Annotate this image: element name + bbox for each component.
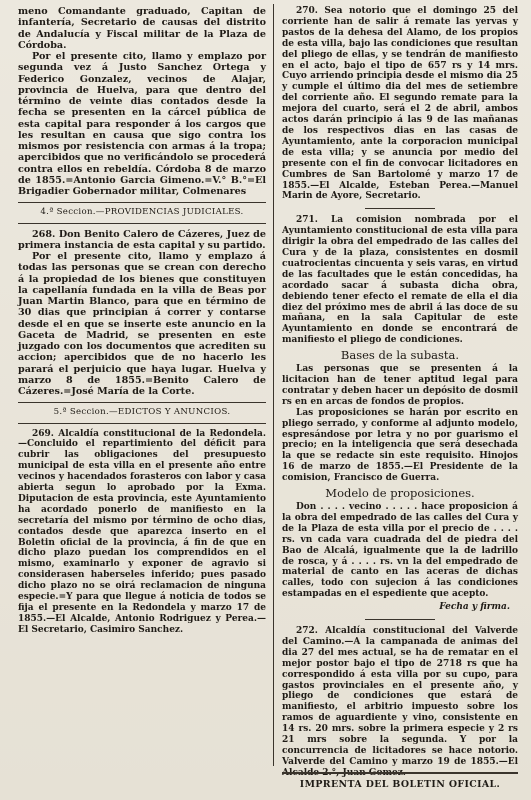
notice-269 [18, 429, 266, 636]
notice-body: La comision nombrada por el Ayuntamiento constitucional de esta villa para dirigir la obra del empedrado de las calles del Cura y de la plaza, consistentes en dosmil cuatrocientas cincuenta y seis varas, en virtud de las facultades que le están concedidas, ha acordado sacar á subasta dicha obra, debiendo tener efecto el remate de ella el dia diez del próximo mes de abril á las doce de su mañana, en la sala Capitular de este Ayuntamiento en donde se encontrará de manifiesto el pliego de condiciones. [282, 215, 518, 346]
notice-body: Alcaldía constitucional de la Redondela.—Concluido el repartimiento del déficit para cubrir las obligaciones del presupuesto municipal de esta villa en el presente año entre vecinos y hacendados forasteros con labor y casa abierta segun lo aprobado por la Exma. Diputacion de esta provincia, este Ayuntamiento ha acordado ponerlo de manifiesto en la secretaría del mismo por término de ocho dias, contados desde que aparezca inserto en el Boletin oficial de la provincia, á fin de que en dicho plazo puedan los comprendidos en el mismo, examinarlo y exponer de agravio si considerasen haberseles inferido; pues pasado dicho plazo no se oirá reclamacion de ninguna especie.=Y para que llegue á noticia de todos se fija el presente en la Redondela y marzo 17 de 1855.—El Alcalde, Antonio Rodriguez y Perea.—El Secretario, Casimiro Sanchez. [18, 428, 266, 635]
notice-270 [282, 6, 518, 202]
edict-heading-continued: meno Comandante graduado, Capitan de infantería, Secretario de causas del distrito de Andalucía y Fiscal militar de la Plaza de Córdoba. [18, 6, 266, 51]
section-heading-edicts: 5.ª Seccion.—EDICTOS Y ANUNCIOS. [18, 402, 266, 423]
notice-271 [282, 215, 518, 613]
bases-paragraph-2: Las proposiciones se harán por escrito en pliego serrado, y conforme al adjunto modelo, espresándose por letra y no por guarismo el precio; en la inteligencia que será desechada la que se redacte sin este requisito. Hinojos 16 de marzo de 1855.—El Presidente de la comision, Francisco de Guerra. [282, 407, 518, 484]
modelo-body: Don . . . . vecino . . . . . hace proposicion á la obra del empedrado de las calles del Cura y de la Plaza de esta villa por el precio de . . . . rs. vn cada vara cuadrada del de piedra del Bao de Alcalá, igualmente que la de ladrillo de rosca, y á . . . . rs. vn la del empedrado de material de canto en las aceras de dichas calles, todo con sujecion á las condiciones estampadas en el espediente que acepto. [282, 501, 518, 600]
notice-272 [282, 626, 518, 779]
separator-rule [365, 208, 435, 209]
left-column [18, 6, 266, 794]
notice-number: 268. [32, 228, 56, 240]
notice-268 [18, 229, 266, 398]
notice-number: 269. [32, 428, 54, 439]
modelo-heading: Modelo de proposiciones. [325, 486, 475, 501]
notice-number: 272. [296, 626, 318, 637]
bases-heading: Bases de la subasta. [340, 348, 460, 363]
right-column [282, 6, 518, 794]
section-heading-judicial: 4.ª Seccion.—PROVIDENCIAS JUDICIALES. [18, 202, 266, 223]
edict-body: Por el presente cito, llamo y emplazo por segunda vez á Justo Sanchez Ortega y Federico Gonzalez, vecinos de Alajar, provincia de Huelva, para que dentro del término de veinte dias contados desde la fecha se presenten en la cárcel pública de esta capital para responder á los cargos que les resultan en causa que sigo contra los mismos por resistencia con armas á la tropa; apercibidos que no verificándolo se procederá contra ellos en rebeldía. Córdoba 8 de marzo de 1855.=Antonio Garcia Gimeno.=V.° B.°=El Brigadier Gobernador militar, Colmenares [18, 51, 266, 197]
printer-footer: IMPRENTA DEL BOLETIN OFICIAL. [282, 772, 518, 790]
notice-number: 271. [296, 215, 318, 226]
fecha-firma: Fecha y firma. [439, 602, 510, 613]
separator-rule [365, 619, 435, 620]
notice-number: 270. [296, 6, 318, 16]
bases-paragraph-1: Las personas que se presenten á la licitacion han de tener aptitud legal para contratar y deben hacer un depósito de dosmil rs en en arcas de fondos de propios. [282, 364, 518, 407]
notice-body: Alcaldía constitucional del Valverde del Camino.—A la campanada de animas del dia 27 del mes actual, se ha de rematar en el mejor postor bajo el tipo de 2718 rs que ha correspondido á esta villa por su cupo, para gastos provinciales en el presente año, y pliego de condiciones que estará de manifiesto, el arbitrio impuesto sobre los ramos de aguardiente y vino, consistente en 14 rs. 20 mrs. sobre la primera especie y 2 rs 21 mrs sobre la segunda. Y por la concurrencia de licitadores se hace notorio. Valverde del Camino y marzo 19 de 1855.—El Alcalde 2.°, Juan Gomez. [282, 626, 519, 778]
notice-body: Por el presente cito, llamo y emplazo á todas las personas que se crean con derecho á la propiedad de los bienes que constituyen la capellanía fundada en la villa de Beas por Juan Martin Blanco, para que en término de 30 dias que principian á correr y contarse desde el en que se inserte este anuncio en la Gaceta de Madrid, se presenten en este juzgado con los documentos que acrediten su accion; apercibidos que de no hacerlo les parará el perjuicio que haya lugar. Huelva y marzo 8 de 1855.=Benito Calero de Cázeres.=José María de la Corte. [18, 251, 266, 397]
notice-heading: Don Benito Calero de Cázeres, Juez de primera instancia de esta capital y su partido. [18, 228, 266, 251]
column-divider [273, 4, 274, 766]
notice-body: Sea notorio que el domingo 25 del corriente han de salir á remate las yervas y pastos de la dehesa del Alamo, de los propios de esta villa, bajo las condiciones que resultan del pliego de ellas, y se tendrán de manifiesto en el acto, bajo el tipo de 657 rs y 14 mrs. Cuyo arriendo principia desde el mismo dia 25 y cumple el último dia del mes de setiembre del corriente año. El segundo remate para la mejora del cuarto, será el 2 de abril, ambos actos darán principio á las 9 de las mañanas de los respectivos dias en las casas de Ayuntamiento, ante la corporacion municipal de esta villa; y se anuncia por medio del presente con el fin de convocar licitadores en Cumbres de San Bartolomé y marzo 17 de 1855.—El Alcalde, Esteban Perea.—Manuel Marin de Ayore, Secretario. [282, 6, 518, 202]
